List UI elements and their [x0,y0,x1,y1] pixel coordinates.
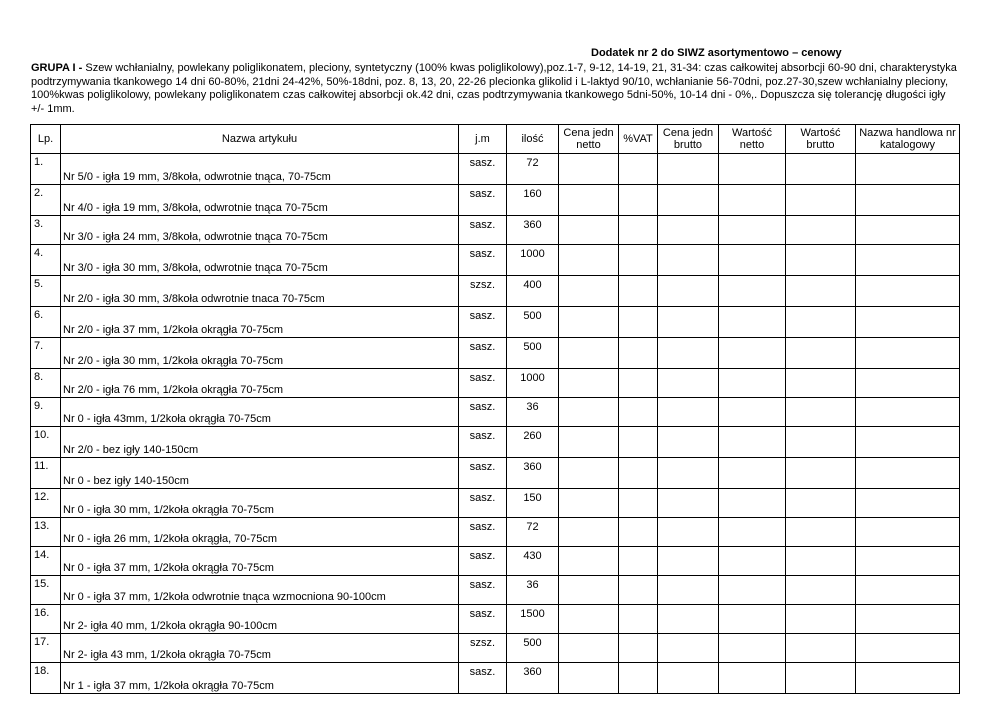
table-row [31,605,960,634]
row-value-gross-cell [786,216,856,245]
row-qty: 72 [507,518,559,547]
header-unit-price-net: Cena jedn netto [559,125,619,154]
row-value-net-cell [719,518,786,547]
row-unit-price-gross-cell [658,458,719,489]
row-value-gross-cell [786,369,856,398]
row-value-net-cell [719,634,786,663]
table-body [31,154,960,694]
row-unit-price-net-cell [559,307,619,338]
row-unit-price-gross-cell [658,605,719,634]
group-label: GRUPA I - [31,62,83,74]
row-unit: sasz. [459,605,507,634]
header-unit-price-gross: Cena jedn brutto [658,125,719,154]
row-unit-price-gross-cell [658,576,719,605]
table-header-row [31,125,960,154]
table-row [31,634,960,663]
row-trade-name-cell [856,185,960,216]
row-vat-cell [619,398,658,427]
header-vat: %VAT [619,125,658,154]
header-qty: ilość [507,125,559,154]
row-qty: 360 [507,458,559,489]
row-vat-cell [619,605,658,634]
row-unit-price-net-cell [559,634,619,663]
row-value-gross-cell [786,276,856,307]
row-unit: sasz. [459,338,507,369]
row-value-gross-cell [786,185,856,216]
row-unit: szsz. [459,634,507,663]
row-name: Nr 0 - igła 30 mm, 1/2koła okrągła 70-75cm [61,489,459,518]
row-vat-cell [619,185,658,216]
row-value-net-cell [719,245,786,276]
row-unit-price-gross-cell [658,663,719,694]
table-row [31,518,960,547]
row-lp: 4. [31,245,61,276]
row-unit-price-net-cell [559,276,619,307]
header-value-gross: Wartość brutto [786,125,856,154]
row-lp: 10. [31,427,61,458]
row-trade-name-cell [856,154,960,185]
header-trade-name: Nazwa handlowa nr katalogowy [856,125,960,154]
row-value-gross-cell [786,154,856,185]
row-lp: 3. [31,216,61,245]
row-vat-cell [619,245,658,276]
row-value-net-cell [719,338,786,369]
row-value-net-cell [719,276,786,307]
row-unit-price-gross-cell [658,276,719,307]
row-vat-cell [619,338,658,369]
row-value-gross-cell [786,547,856,576]
row-lp: 6. [31,307,61,338]
table-row [31,307,960,338]
row-trade-name-cell [856,489,960,518]
row-unit: sasz. [459,518,507,547]
group-description [31,62,961,116]
row-lp: 9. [31,398,61,427]
row-unit-price-gross-cell [658,518,719,547]
row-name: Nr 5/0 - igła 19 mm, 3/8koła, odwrotnie tnąca, 70-75cm [61,154,459,185]
row-lp: 15. [31,576,61,605]
row-qty: 1500 [507,605,559,634]
row-name: Nr 0 - igła 37 mm, 1/2koła odwrotnie tnąca wzmocniona 90-100cm [61,576,459,605]
row-unit-price-gross-cell [658,185,719,216]
row-value-gross-cell [786,605,856,634]
row-value-gross-cell [786,458,856,489]
row-trade-name-cell [856,369,960,398]
row-value-net-cell [719,427,786,458]
row-unit: sasz. [459,185,507,216]
row-trade-name-cell [856,245,960,276]
row-value-net-cell [719,576,786,605]
row-unit: sasz. [459,245,507,276]
header-unit: j.m [459,125,507,154]
row-name: Nr 2- igła 40 mm, 1/2koła okrągła 90-100cm [61,605,459,634]
row-unit: sasz. [459,307,507,338]
row-unit-price-gross-cell [658,427,719,458]
row-name: Nr 2/0 - igła 37 mm, 1/2koła okrągła 70-75cm [61,307,459,338]
table-row [31,458,960,489]
row-lp: 16. [31,605,61,634]
row-qty: 500 [507,338,559,369]
row-unit-price-net-cell [559,245,619,276]
row-unit: sasz. [459,458,507,489]
table-row [31,369,960,398]
row-vat-cell [619,663,658,694]
row-value-net-cell [719,605,786,634]
row-qty: 72 [507,154,559,185]
row-trade-name-cell [856,605,960,634]
row-value-gross-cell [786,338,856,369]
row-trade-name-cell [856,307,960,338]
table-row [31,576,960,605]
table-row [31,154,960,185]
row-qty: 36 [507,398,559,427]
group-description-text: Szew wchłanialny, powlekany poliglikonatem, pleciony, syntetyczny (100% kwas poliglikolowy),poz.1-7, 9-12, 14-19, 21, 31-34: czas całkowitej absorbcji 60-90 dni, charakterystyka podtrzymywania tkankowego 14 dni 60-80%, 21dni 24-42%, 50%-18dni, poz. 8, 13, 20, 22-26 plecionka glikolid i L-laktyd 90/10, wchłanianie 56-70dni, poz.27-30,szew wchłanialny pleciony, 100%kwas poliglikolowy, powlekany poliglikonatem czas całkowitej absorbcji ok.42 dni, czas podtrzymywania tkankowego 5dni-50%, 10-14 dni - 0%,. Dopuszcza się tolerancję długości igły +/- 1mm. [31,62,957,115]
header-lp: Lp. [31,125,61,154]
row-unit-price-net-cell [559,154,619,185]
document-title: Dodatek nr 2 do SIWZ asortymentowo – cenowy [591,47,842,59]
row-value-net-cell [719,369,786,398]
row-qty: 1000 [507,369,559,398]
row-lp: 18. [31,663,61,694]
row-unit-price-net-cell [559,185,619,216]
row-unit: sasz. [459,369,507,398]
row-unit: szsz. [459,276,507,307]
row-qty: 160 [507,185,559,216]
row-qty: 150 [507,489,559,518]
row-vat-cell [619,427,658,458]
row-name: Nr 0 - bez igły 140-150cm [61,458,459,489]
row-lp: 17. [31,634,61,663]
row-vat-cell [619,458,658,489]
row-value-gross-cell [786,427,856,458]
row-value-gross-cell [786,634,856,663]
row-unit-price-net-cell [559,338,619,369]
row-trade-name-cell [856,398,960,427]
row-unit-price-net-cell [559,605,619,634]
row-lp: 8. [31,369,61,398]
table-row [31,216,960,245]
row-name: Nr 3/0 - igła 24 mm, 3/8koła, odwrotnie tnąca 70-75cm [61,216,459,245]
row-vat-cell [619,276,658,307]
row-lp: 5. [31,276,61,307]
row-unit-price-net-cell [559,518,619,547]
row-value-gross-cell [786,307,856,338]
row-vat-cell [619,518,658,547]
row-lp: 14. [31,547,61,576]
row-value-net-cell [719,458,786,489]
row-value-gross-cell [786,245,856,276]
row-unit-price-net-cell [559,663,619,694]
row-unit-price-gross-cell [658,245,719,276]
row-trade-name-cell [856,663,960,694]
row-lp: 7. [31,338,61,369]
row-unit-price-gross-cell [658,547,719,576]
row-value-net-cell [719,489,786,518]
row-unit-price-gross-cell [658,398,719,427]
row-lp: 13. [31,518,61,547]
row-unit-price-net-cell [559,489,619,518]
row-unit-price-net-cell [559,369,619,398]
row-vat-cell [619,634,658,663]
row-unit-price-net-cell [559,216,619,245]
row-value-gross-cell [786,663,856,694]
row-value-gross-cell [786,398,856,427]
row-vat-cell [619,369,658,398]
row-unit-price-gross-cell [658,338,719,369]
table-row [31,489,960,518]
row-lp: 1. [31,154,61,185]
row-vat-cell [619,154,658,185]
row-unit: sasz. [459,547,507,576]
row-name: Nr 4/0 - igła 19 mm, 3/8koła, odwrotnie tnąca 70-75cm [61,185,459,216]
header-name: Nazwa artykułu [61,125,459,154]
row-trade-name-cell [856,458,960,489]
row-vat-cell [619,547,658,576]
row-lp: 2. [31,185,61,216]
row-name: Nr 2/0 - igła 76 mm, 1/2koła okrągła 70-75cm [61,369,459,398]
table-row [31,276,960,307]
row-unit-price-net-cell [559,576,619,605]
row-unit-price-gross-cell [658,307,719,338]
row-vat-cell [619,307,658,338]
row-lp: 11. [31,458,61,489]
row-name: Nr 2/0 - igła 30 mm, 3/8koła odwrotnie tnaca 70-75cm [61,276,459,307]
row-unit: sasz. [459,398,507,427]
row-unit: sasz. [459,427,507,458]
row-unit: sasz. [459,154,507,185]
row-value-net-cell [719,216,786,245]
row-trade-name-cell [856,634,960,663]
table-row [31,427,960,458]
row-name: Nr 0 - igła 43mm, 1/2koła okrągła 70-75cm [61,398,459,427]
row-name: Nr 2/0 - igła 30 mm, 1/2koła okrągła 70-75cm [61,338,459,369]
row-value-net-cell [719,154,786,185]
row-qty: 430 [507,547,559,576]
row-unit: sasz. [459,489,507,518]
row-name: Nr 1 - igła 37 mm, 1/2koła okrągła 70-75cm [61,663,459,694]
row-unit-price-gross-cell [658,369,719,398]
table-row [31,663,960,694]
header-value-net: Wartość netto [719,125,786,154]
row-qty: 500 [507,634,559,663]
row-unit-price-gross-cell [658,489,719,518]
row-unit-price-net-cell [559,427,619,458]
table-row [31,547,960,576]
row-vat-cell [619,216,658,245]
row-qty: 500 [507,307,559,338]
row-value-net-cell [719,547,786,576]
row-value-gross-cell [786,518,856,547]
row-unit-price-net-cell [559,458,619,489]
row-trade-name-cell [856,216,960,245]
row-trade-name-cell [856,427,960,458]
row-vat-cell [619,576,658,605]
table-row [31,398,960,427]
row-name: Nr 2/0 - bez igły 140-150cm [61,427,459,458]
row-unit-price-gross-cell [658,216,719,245]
row-vat-cell [619,489,658,518]
row-unit: sasz. [459,576,507,605]
row-qty: 260 [507,427,559,458]
row-name: Nr 0 - igła 37 mm, 1/2koła okrągła 70-75cm [61,547,459,576]
row-value-gross-cell [786,576,856,605]
row-qty: 360 [507,663,559,694]
row-trade-name-cell [856,547,960,576]
table-row [31,185,960,216]
row-name: Nr 3/0 - igła 30 mm, 3/8koła, odwrotnie tnąca 70-75cm [61,245,459,276]
row-trade-name-cell [856,338,960,369]
row-unit-price-net-cell [559,398,619,427]
table-row [31,245,960,276]
row-name: Nr 0 - igła 26 mm, 1/2koła okrągła, 70-75cm [61,518,459,547]
row-unit: sasz. [459,216,507,245]
row-unit-price-gross-cell [658,154,719,185]
row-trade-name-cell [856,576,960,605]
row-name: Nr 2- igła 43 mm, 1/2koła okrągła 70-75cm [61,634,459,663]
row-qty: 36 [507,576,559,605]
row-value-net-cell [719,307,786,338]
row-lp: 12. [31,489,61,518]
row-trade-name-cell [856,518,960,547]
row-qty: 360 [507,216,559,245]
row-value-gross-cell [786,489,856,518]
row-qty: 1000 [507,245,559,276]
row-unit-price-gross-cell [658,634,719,663]
row-value-net-cell [719,398,786,427]
items-table [30,124,960,694]
table-row [31,338,960,369]
row-value-net-cell [719,663,786,694]
row-trade-name-cell [856,276,960,307]
row-value-net-cell [719,185,786,216]
row-qty: 400 [507,276,559,307]
row-unit-price-net-cell [559,547,619,576]
row-unit: sasz. [459,663,507,694]
